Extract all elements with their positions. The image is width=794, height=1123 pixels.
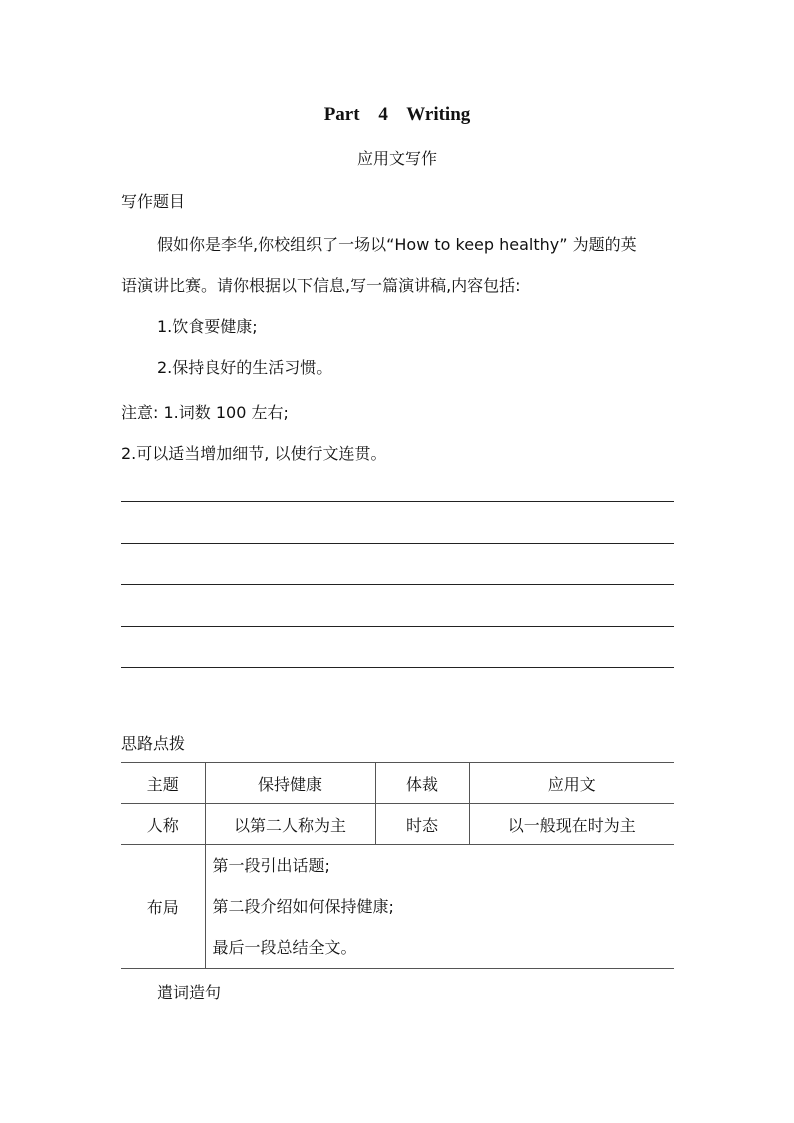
layout-line-3: 最后一段总结全文。: [212, 938, 357, 957]
task-label: 写作题目: [121, 192, 186, 211]
writing-line: [121, 584, 674, 585]
writing-line: [121, 626, 674, 627]
writing-line: [121, 543, 674, 544]
table-cell: 以一般现在时为主: [469, 804, 674, 845]
layout-line-1: 第一段引出话题;: [212, 856, 330, 875]
next-section-label: 遣词造句: [157, 983, 222, 1002]
layout-line-2: 第二段介绍如何保持健康;: [212, 897, 394, 916]
table-row: [121, 804, 674, 845]
layout-label-cell: 布局: [121, 845, 205, 969]
layout-content-cell: [205, 845, 674, 969]
prompt-line-2: 语演讲比赛。请你根据以下信息,写一篇演讲稿,内容包括:: [121, 276, 521, 295]
table-row: [121, 763, 674, 804]
table-cell: 体裁: [375, 763, 469, 804]
note-line-2: 2.可以适当增加细节, 以使行文连贯。: [121, 444, 387, 463]
table-cell: 时态: [375, 804, 469, 845]
table-cell: 主题: [121, 763, 205, 804]
prompt-line-1: 假如你是李华,你校组织了一场以“How to keep healthy” 为题的英: [157, 235, 637, 254]
writing-line: [121, 501, 674, 502]
note-line-1: 注意: 1.词数 100 左右;: [121, 403, 289, 422]
table-cell: 保持健康: [205, 763, 375, 804]
table-row: [121, 845, 674, 969]
page-title: Part 4 Writing: [323, 104, 471, 125]
content-point-2: 2.保持良好的生活习惯。: [157, 358, 333, 377]
table-cell: 人称: [121, 804, 205, 845]
page-subtitle: 应用文写作: [356, 149, 437, 168]
writing-line: [121, 667, 674, 668]
guide-label: 思路点拨: [121, 734, 186, 753]
table-cell: 应用文: [469, 763, 674, 804]
table-cell: 以第二人称为主: [205, 804, 375, 845]
content-point-1: 1.饮食要健康;: [157, 317, 258, 336]
task-prompt: [121, 224, 674, 388]
guide-table: [121, 762, 674, 969]
